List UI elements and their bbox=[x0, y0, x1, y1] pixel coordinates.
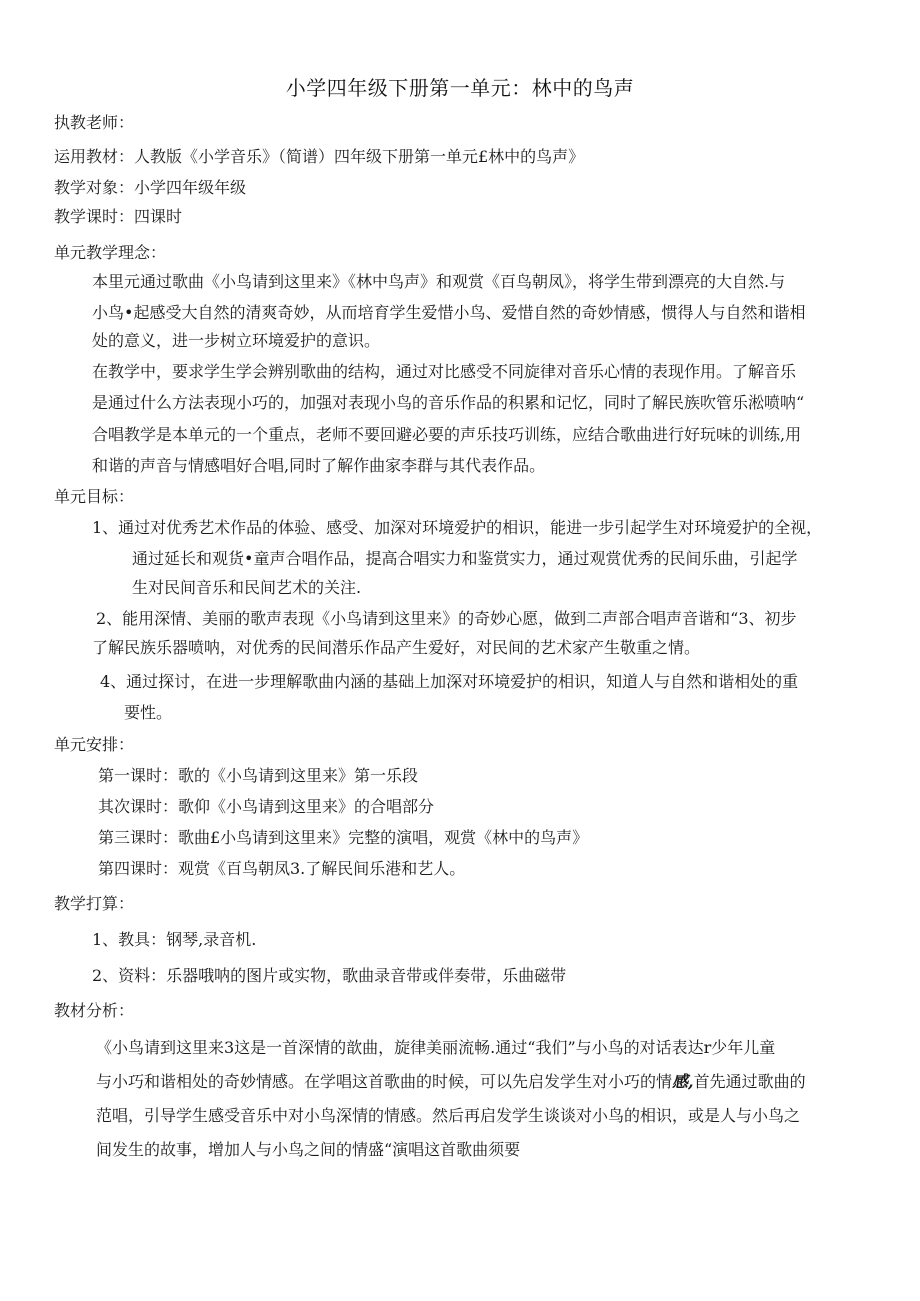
concept-line: 本里元通过歌曲《小鸟请到这里来》《林中鸟声》和观赏《百鸟朝凤》，将学生带到漂亮的大自然.与 bbox=[92, 272, 786, 291]
prep-heading: 教学打算： bbox=[54, 894, 135, 913]
concept-line: 小鸟•起感受大自然的清爽奇妙，从而培育学生爱惜小鸟、爱惜自然的奇妙情感，惯得人与自然和谐相 bbox=[92, 303, 806, 322]
concept-line: 处的意义，进一步树立环境爱护的意识。 bbox=[92, 331, 381, 350]
goal-line: 生对民间音乐和民间艺术的关注. bbox=[132, 578, 362, 597]
arrangement-heading: 单元安排： bbox=[54, 735, 135, 754]
goal-line: 要性。 bbox=[124, 703, 173, 722]
analysis-line: 《小鸟请到这里来3这是一首深情的歆曲，旋律美丽流畅.通过“我们”与小鸟的对话表达r少年儿童 bbox=[96, 1038, 776, 1057]
analysis-text: 首先通过歌曲的 bbox=[693, 1072, 806, 1091]
arrangement-item: 第三课时：歌曲£小鸟请到这里来》完整的演唱，观赏《林中的鸟声》 bbox=[98, 828, 589, 847]
target-line: 教学对象：小学四年级年级 bbox=[54, 178, 247, 197]
goals-heading: 单元目标： bbox=[54, 487, 135, 506]
analysis-line bbox=[96, 1071, 806, 1093]
emphasis-text: 感, bbox=[672, 1072, 694, 1091]
concept-line: 是通过什么方法表现小巧的，加强对表现小鸟的音乐作品的积累和记忆，同时了解民族吹管乐淞喷呐“ bbox=[92, 393, 805, 412]
goal-line: 4、通过探讨，在进一步理解歌曲内涵的基础上加深对环境爱护的相识，知道人与自然和谐相处的重 bbox=[100, 672, 799, 691]
page-title: 小学四年级下册第一单元：林中的鸟声 bbox=[285, 76, 635, 100]
analysis-line: 间发生的故事，增加人与小鸟之间的情盛“演唱这首歌曲须要 bbox=[96, 1140, 521, 1159]
goal-line: 1、通过对优秀艺术作品的体验、感受、加深对环境爱护的相识，能进一步引起学生对环境爱护的全视， bbox=[92, 518, 823, 537]
prep-item: 1、教具：钢琴,录音机. bbox=[92, 930, 257, 949]
goal-line: 了解民族乐器喷呐，对优秀的民间潜乐作品产生爱好，对民间的艺术家产生敬重之情。 bbox=[92, 638, 701, 657]
goal-line: 通过延长和观货•童声合唱作品，提高合唱实力和鉴赏实力，通过观赏优秀的民间乐曲，引起学 bbox=[132, 549, 798, 568]
arrangement-item: 第一课时：歌的《小鸟请到这里来》第一乐段 bbox=[98, 766, 419, 785]
teacher-line: 执教老师： bbox=[54, 113, 135, 132]
analysis-line: 范唱，引导学生感受音乐中对小鸟深情的情感。然后再启发学生谈谈对小鸟的相识，或是人与小鸟之 bbox=[96, 1106, 801, 1125]
hours-line: 教学课时：四课时 bbox=[54, 207, 183, 226]
arrangement-item: 第四课时：观赏《百鸟朝凤3.了解民间乐港和艺人。 bbox=[98, 859, 466, 878]
concept-line: 在教学中，要求学生学会辨别歌曲的结构，通过对比感受不同旋律对音乐心情的表现作用。了解音乐 bbox=[92, 362, 797, 381]
analysis-text: 与小巧和谐相处的奇妙情感。在学唱这首歌曲的时候，可以先启发学生对小巧的情 bbox=[96, 1072, 673, 1091]
concept-heading: 单元教学理念： bbox=[54, 243, 167, 262]
arrangement-item: 其次课时：歌仰《小鸟请到这里来》的合唱部分 bbox=[98, 797, 435, 816]
goal-line: 2、能用深情、美丽的歌声表现《小鸟请到这里来》的奇妙心愿，做到二声部合唱声音谐和“3、初步 bbox=[96, 609, 797, 628]
concept-line: 和谐的声音与情感唱好合唱,同时了解作曲家李群与其代表作品。 bbox=[92, 456, 546, 475]
concept-line: 合唱教学是本单元的一个重点，老师不要回避必要的声乐技巧训练，应结合歌曲进行好玩味的训练,用 bbox=[92, 425, 802, 444]
prep-item: 2、资料：乐器哦呐的图片或实物，歌曲录音带或伴奏带，乐曲磁带 bbox=[92, 966, 567, 985]
analysis-heading: 教材分析： bbox=[54, 1001, 135, 1020]
material-line: 运用教材：人教版《小学音乐》（简谱）四年级下册第一单元£林中的鸟声》 bbox=[54, 147, 585, 166]
